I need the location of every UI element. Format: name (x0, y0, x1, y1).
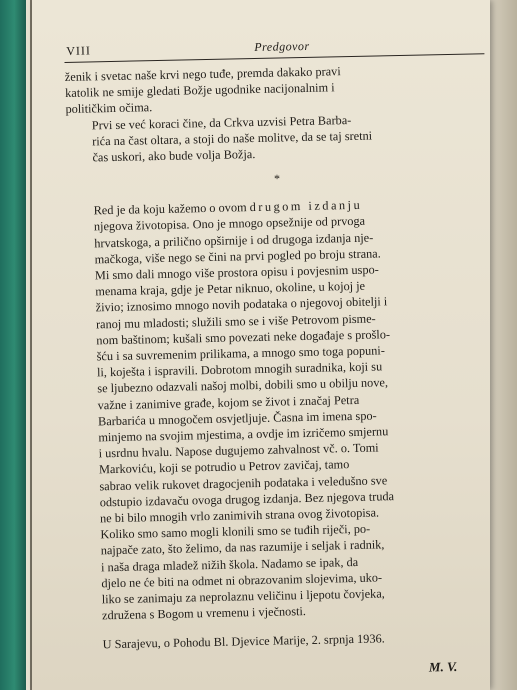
section-separator-asterisk: * (273, 171, 281, 186)
text-line: ženik i svetac naše krvi nego tuđe, premda dakako pravi (64, 64, 341, 84)
text-fragment: Red je da koju kažemo o ovom (93, 200, 247, 218)
paragraph-language (74, 518, 496, 624)
paragraph-continued (65, 60, 486, 117)
text-line: sabrao velik rukovet dragocjenih podataka i veledušno sve (99, 473, 388, 494)
place-date-line: U Sarajevu, o Pohodu Bl. Djevice Marije, 2. srpnja 1936. (102, 630, 385, 651)
text-line: se ljubezno odazvali našoj molbi, dobili smo u obilju nove, (97, 375, 389, 396)
book-binding (0, 0, 26, 690)
text-line: ranoj mu mladosti; služili smo se i više Petrovom pisme- (95, 311, 376, 332)
page-content (64, 29, 497, 682)
text-line: hrvatskoga, a prilično opširnije i od drugoga izdanja nje- (94, 230, 374, 251)
text-line: važne i zanimive građe, kojom se život i značaj Petra (97, 392, 360, 413)
text-line: Markoviću, koji se potrudio u Petrov zavičaj, tamo (98, 457, 350, 477)
spaced-emphasis: drugom izdanju (249, 198, 363, 215)
text-line: Prvi se već koraci čine, da Crkva uzvisi Petra Barba- (91, 112, 352, 133)
text-line: odstupio izdavaču ovoga drugog izdanja. Bez njegova truda (99, 489, 395, 510)
text-line: čas uskori, ako bude volja Božja. (92, 147, 256, 165)
text-line: liko se zanimaju za neprolaznu veličinu i ljepotu čovjeka, (101, 586, 385, 607)
running-title: Predgovor (254, 38, 310, 55)
text-line: Mi smo dali mnogo više prostora opisu i povjesnim uspo- (94, 262, 379, 283)
text-line: menama kraja, gdje je Petar niknuo, okoline, u kojoj je (95, 278, 366, 299)
text-line: živio; iznosimo mnogo novih podataka o njegovoj obitelji i (95, 294, 388, 315)
paragraph-second-edition (67, 194, 494, 527)
text-line: združena s Bogom u vremenu i vječnosti. (101, 604, 307, 623)
author-initials: M. V. (428, 658, 458, 674)
text-line: njegova životopisa. Ono je mnogo opsežnije od prvoga (93, 214, 366, 234)
page-number: VIII (66, 43, 92, 58)
text-line: djelo ne će biti na odmet ni obrazovanim slojevima, uko- (101, 570, 383, 591)
text-line: mačkoga, više nego se čini na prvi pogled po broju strana. (94, 246, 381, 267)
text-line: nom baštinom; kušali smo povezati neke događaje s prošlo- (96, 327, 391, 348)
text-line: najpače zato, što želimo, da nas razumije i seljak i radnik, (100, 537, 385, 558)
text-line: ne bi bilo mnogih vrlo zanimivih strana ovog životopisa. (99, 505, 380, 526)
text-line: šću i sa suvremenim prilikama, a mnogo smo toga popuni- (96, 343, 386, 364)
text-line: li, koješta i ispravili. Dobrotom mnogih suradnika, koji su (96, 359, 383, 380)
text-line: Koliko smo samo mogli klonili smo se tuđih riječi, po- (100, 521, 371, 542)
paragraph-canonization (66, 109, 487, 166)
text-line: minjemo na svojim mjestima, a ovdje im izričemo smjernu (98, 424, 389, 445)
text-line: političkim očima. (65, 100, 153, 117)
text-line: rića na čast oltara, a stoji do naše molitve, da se taj sretni (92, 128, 373, 149)
text-line: Barbarića u mnogočem osvjetljuje. Časna im imena spo- (97, 408, 377, 429)
text-line: i naša draga mladež nižih škola. Nadamo se ipak, da (100, 554, 359, 575)
text-line: i usrdnu hvalu. Napose dugujemo zahvalnost vč. o. Tomi (98, 440, 379, 461)
text-line: katolik ne smije gledati Božje ugodnike nacijonalnim i (65, 80, 335, 101)
